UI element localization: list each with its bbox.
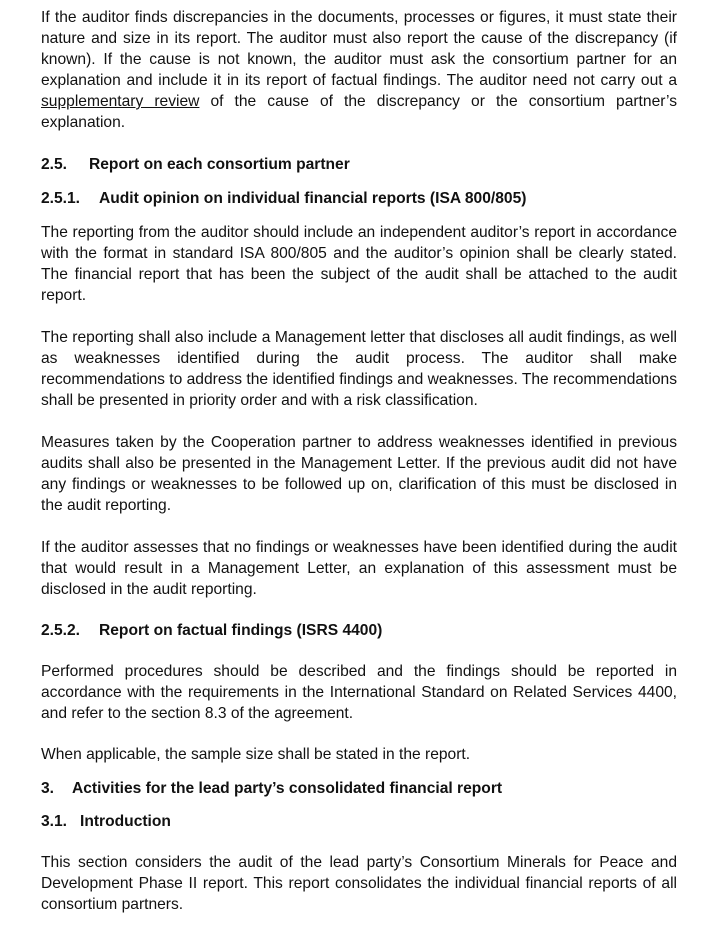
paragraph-discrepancies-text-2: of the cause of the discrepancy or the consortium partner’s explanation.: [41, 93, 677, 131]
document-page: [41, 7, 677, 915]
paragraph-previous-weaknesses: Measures taken by the Cooperation partner to address weaknesses identified in previous audits shall also be presented in the Management Letter. If the previous audit did not have any findings or weaknesses to be followed up on, clarification of this must be disclosed in the audit reporting.: [41, 434, 677, 514]
heading-2-5-number: 2.5.: [41, 156, 68, 173]
paragraph-sample-size: When applicable, the sample size shall be stated in the report.: [41, 746, 471, 763]
heading-2-5-2-title: Report on factual findings (ISRS 4400): [99, 622, 383, 639]
heading-2-5-2-number: 2.5.2.: [41, 622, 81, 639]
heading-3-1: [41, 811, 677, 832]
heading-2-5-1-number: 2.5.1.: [41, 190, 81, 207]
supplementary-review-link[interactable]: supplementary review: [41, 93, 200, 110]
heading-3-title: Activities for the lead party’s consolidated financial report: [72, 780, 503, 797]
heading-3-number: 3.: [41, 780, 55, 797]
heading-2-5: [41, 154, 677, 175]
heading-2-5-1-title: Audit opinion on individual financial reports (ISA 800/805): [99, 190, 527, 207]
paragraph-introduction: This section considers the audit of the lead party’s Consortium Minerals for Peace and Development Phase II report. This report consolidates the individual financial reports of all consortium partners.: [41, 854, 677, 913]
heading-2-5-title: Report on each consortium partner: [89, 156, 350, 173]
heading-3-1-number: 3.1.: [41, 813, 68, 830]
heading-2-5-1: [41, 188, 677, 209]
paragraph-no-findings: If the auditor assesses that no findings or weaknesses have been identified during the audit that would result in a Management Letter, an explanation of this assessment must be disclosed in the audit reporting.: [41, 539, 677, 598]
paragraph-discrepancies-text-1: If the auditor finds discrepancies in the documents, processes or figures, it must state their nature and size in its report. The auditor must also report the cause of the discrepancy (if known). If the cause is not known, the auditor must ask the consortium partner for an explanation and include it in its report of factual findings. The auditor need not carry out a: [41, 9, 677, 89]
paragraph-auditor-report: The reporting from the auditor should include an independent auditor’s report in accordance with the format in standard ISA 800/805 and the auditor’s opinion shall be clearly stated. The financial report that has been the subject of the audit shall be attached to the audit report.: [41, 224, 677, 304]
paragraph-discrepancies: [41, 7, 677, 133]
paragraph-procedures: Performed procedures should be described and the findings should be reported in accordance with the requirements in the International Standard on Related Services 4400, and refer to the section 8.3 of the agreement.: [41, 663, 677, 722]
heading-3: [41, 778, 677, 799]
heading-2-5-2: [41, 620, 677, 641]
paragraph-management-letter: The reporting shall also include a Management letter that discloses all audit findings, as well as weaknesses identified during the audit process. The auditor shall make recommendations to address the identified findings and weaknesses. The recommendations shall be presented in priority order and with a risk classification.: [41, 329, 677, 409]
heading-3-1-title: Introduction: [80, 813, 171, 830]
